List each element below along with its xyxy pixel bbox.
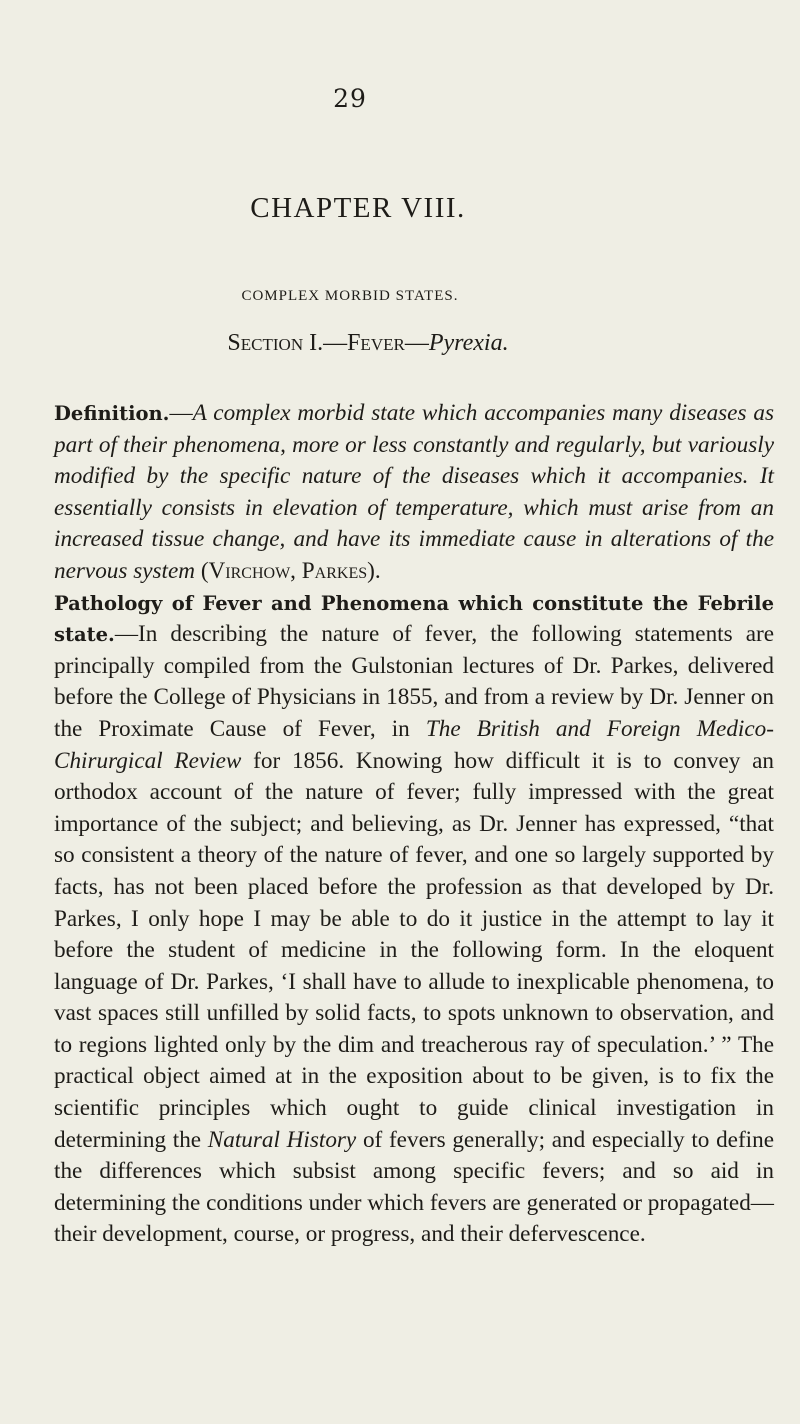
- page-number: 29: [333, 84, 367, 113]
- definition-dash: —: [169, 400, 193, 426]
- definition-authorities: (Virchow, Parkes).: [200, 557, 381, 584]
- pathology-text-3: of fevers generally; and especially to define the differences which subsist among specific fevers; and so aid in determining the conditions under which fevers are generated or propagated—their development, course, or progress, and their defervescence.: [54, 1126, 775, 1248]
- natural-history-term: Natural History: [207, 1126, 357, 1153]
- pathology-heading: Pathology of Fever and Phenomena which constitute the Febrile state.: [54, 591, 774, 647]
- definition-paragraph: [54, 398, 774, 588]
- definition-heading: Definition.: [54, 402, 170, 425]
- journal-title: The British and Foreign Medico-Chirurgical Review: [54, 715, 774, 774]
- pathology-text-2: for 1856. Knowing how difficult it is to convey an orthodox account of the nature of fever; fully impressed with the great importance of the subject; and believing, as Dr. Jenner has expressed, “that so consistent a theory of the nature of fever, and one so largely supported by facts, has not been placed before the profession as that developed by Dr. Parkes, I only hope I may be able to do it justice in the attempt to lay it before the student of medicine in the following form. In the eloquent language of Dr. Parkes, ‘I shall have to allude to inexplicable phenomena, to vast spaces still unfilled by solid facts, to spots unknown to observation, and to regions lighted only by the dim and treacherous ray of speculation.’ ” The practical object aimed at in the exposition about to be given, is to fix the scientific principles which ought to guide clinical investigation in determining the: [54, 747, 775, 1153]
- pathology-paragraph: [54, 588, 774, 1251]
- body-text: [54, 398, 774, 1251]
- section-heading: [118, 330, 618, 357]
- section-heading-italic: Pyrexia.: [428, 330, 509, 356]
- pathology-text-1: —In describing the nature of fever, the following statements are principally compiled from the Gulstonian lectures of Dr. Parkes, delivered before the College of Physicians in 1855, and from a review by Dr. Jenner on the Proximate Cause of Fever, in: [54, 621, 774, 742]
- chapter-subtitle: COMPLEX MORBID STATES.: [241, 288, 459, 304]
- section-heading-prefix: Section I.—Fever—: [227, 330, 429, 356]
- definition-text: A complex morbid state which accompanies many diseases as part of their phenomena, more or less constantly and regularly, but variously modified by the specific nature of the diseases which it accompanies. It essentially consists in elevation of temperature, which must arise from an increased tissue change, and have its immediate cause in alterations of the nervous system: [54, 400, 774, 584]
- chapter-title: CHAPTER VIII.: [250, 192, 466, 224]
